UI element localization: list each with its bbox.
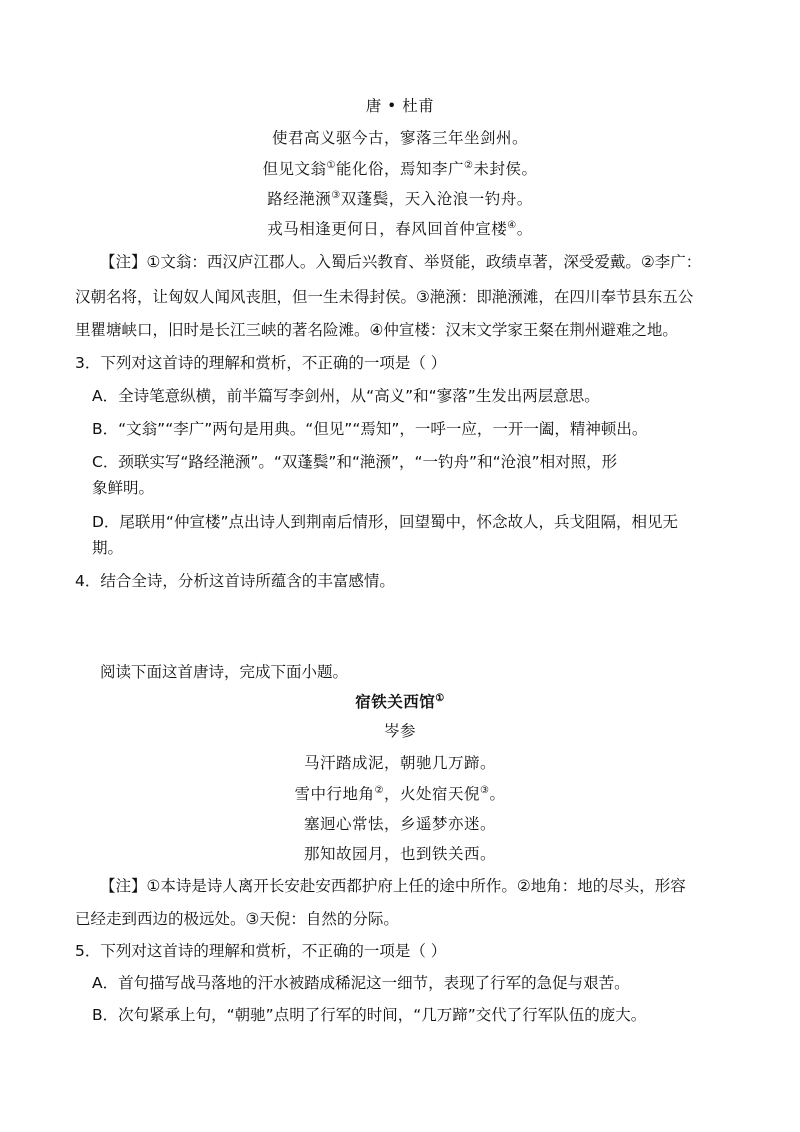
- poem2-line-2-c: 。: [489, 785, 506, 803]
- q3-stem: 3．下列对这首诗的理解和赏析，不正确的一项是（ ）: [75, 354, 447, 372]
- reading2-intro: 阅读下面这首唐诗，完成下面小题。: [100, 663, 349, 681]
- poem2-line-2: [0, 783, 800, 805]
- footnote-marker: ④: [507, 219, 517, 231]
- poem1-note-line-3: 里瞿塘峡口，旧时是长江三峡的著名险滩。④仲宣楼：汉末文学家王粲在荆州避难之地。: [75, 321, 678, 339]
- footnote-marker: ③: [331, 189, 341, 201]
- poem2-author: 岑参: [383, 722, 416, 740]
- poem2-line-2-b: ，火处宿天倪: [383, 785, 480, 803]
- q3-option-c: C．颈联实写“路经滟滪”。“双蓬鬓”和“滟滪”，“一钓舟”和“沧浪”相对照，形: [92, 453, 618, 471]
- q5-stem: 5．下列对这首诗的理解和赏析，不正确的一项是（ ）: [75, 942, 447, 960]
- poem1-note-line-2: 汉朝名将，让匈奴人闻风丧胆，但一生未得封侯。③滟滪：即滟滪滩，在四川奉节县东五公: [75, 288, 694, 306]
- poem1-line-3-b: 双蓬鬓，天入沧浪一钓舟。: [340, 190, 533, 208]
- poem2-line-1: 马汗踏成泥，朝驰几万蹄。: [303, 754, 496, 772]
- q3-option-b: B．“文翁”“李广”两句是用典。“但见”“焉知”，一呼一应，一开一阖，精神顿出。: [92, 420, 648, 438]
- poem2-line-4: 那知故园月，也到铁关西。: [303, 845, 496, 863]
- q3-option-c-cont: 象鲜明。: [92, 479, 155, 497]
- poem1-line-4: [0, 218, 800, 240]
- poem1-line-3-a: 路经滟滪: [267, 190, 332, 208]
- q3-option-a: A．全诗笔意纵横，前半篇写李剑州，从“高义”和“寥落”生发出两层意思。: [92, 387, 600, 405]
- poem1-note-line-1: 【注】①文翁：西汉庐江郡人。入蜀后兴教育、举贤能，政绩卓著，深受爱戴。②李广：: [100, 253, 702, 271]
- poem2-title-text: 宿铁关西馆: [355, 692, 436, 711]
- q3-option-d-cont: 期。: [92, 539, 124, 557]
- poem2-line-2-a: 雪中行地角: [294, 785, 375, 803]
- poem1-line-2-c: 未封侯。: [473, 160, 538, 178]
- poem1-line-2-a: 但见文翁: [262, 160, 327, 178]
- poem2-note-line-2: 已经走到西边的极远处。③天倪：自然的分际。: [75, 910, 399, 928]
- q4-stem: 4．结合全诗，分析这首诗所蕴含的丰富感情。: [75, 572, 395, 590]
- q5-option-a: A．首句描写战马落地的汗水被踏成稀泥这一细节，表现了行军的急促与艰苦。: [92, 974, 630, 992]
- footnote-marker: ②: [374, 784, 384, 796]
- poem1-line-2-b: 能化俗，焉知李广: [335, 160, 464, 178]
- footnote-marker: ①: [435, 692, 445, 704]
- poem1-line-2: [0, 158, 800, 180]
- footnote-marker: ③: [480, 784, 490, 796]
- q3-option-d: D．尾联用“仲宣楼”点出诗人到荆南后情形，回望蜀中，怀念故人，兵戈阻隔，相见无: [92, 513, 678, 531]
- footnote-marker: ②: [464, 159, 474, 171]
- poem1-line-3: [0, 188, 800, 210]
- poem2-note-line-1: 【注】①本诗是诗人离开长安赴安西都护府上任的途中所作。②地角：地的尽头，形容: [100, 877, 686, 895]
- poem1-line-4-b: 。: [516, 220, 533, 238]
- footnote-marker: ①: [326, 159, 336, 171]
- poem2-title: [0, 691, 800, 713]
- q5-option-b: B．次句紧承上句，“朝驰”点明了行军的时间，“几万蹄”交代了行军队伍的庞大。: [92, 1006, 647, 1024]
- poem1-line-1: 使君高义驱今古，寥落三年坐剑州。: [271, 129, 528, 147]
- poem1-author-line: 唐 • 杜甫: [365, 97, 435, 115]
- poem2-line-3: 塞迥心常怯，乡遥梦亦迷。: [303, 815, 496, 833]
- poem1-line-4-a: 戎马相逢更何日，春风回首仲宣楼: [267, 220, 508, 238]
